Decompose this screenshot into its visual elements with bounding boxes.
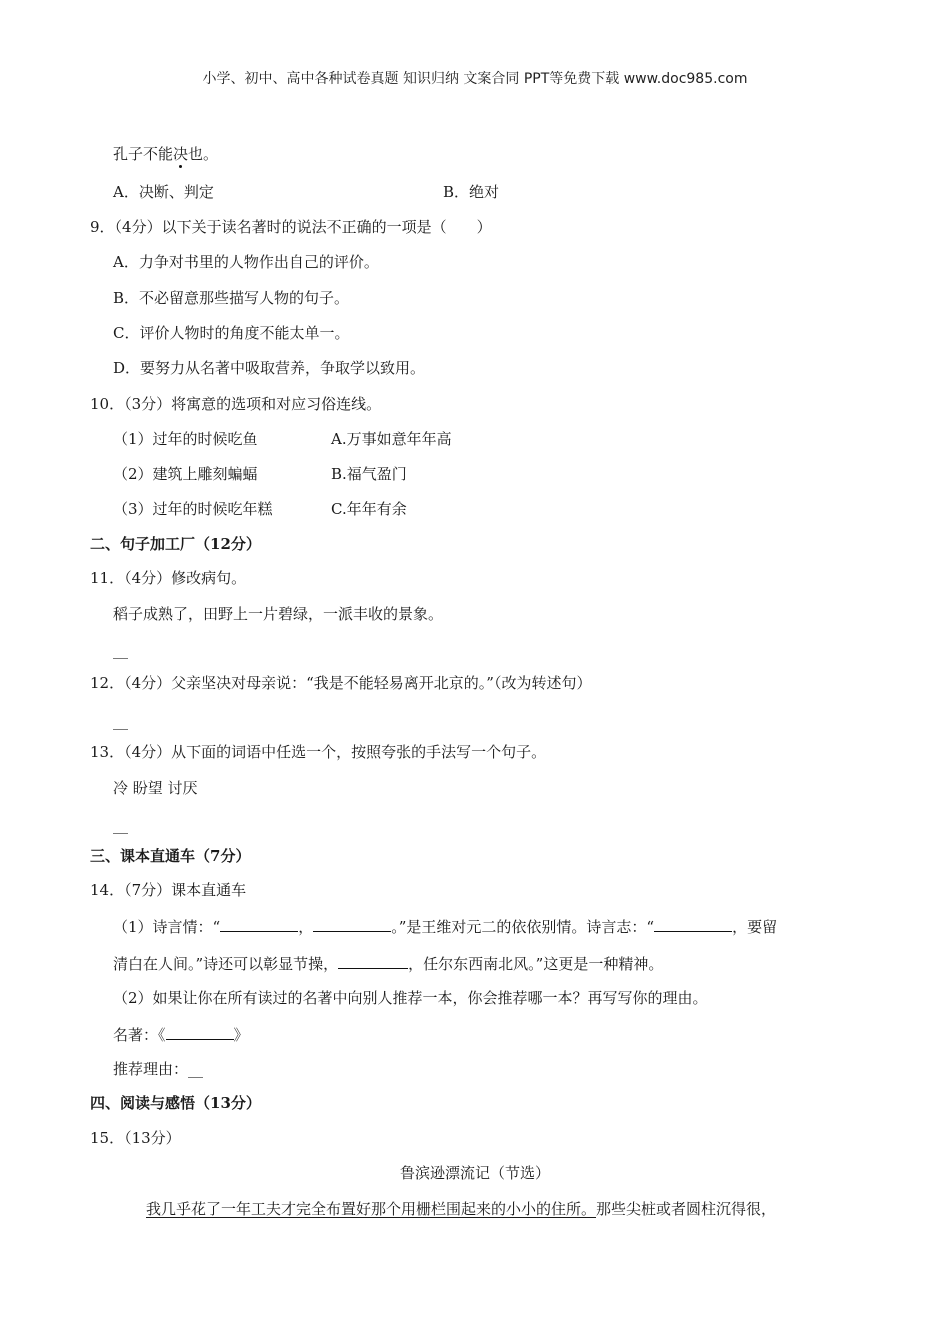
q9-stem: 9．（4分）以下关于读名著时的说法不正确的一项是（ ） (90, 218, 492, 236)
q14-text-b: ， (298, 918, 314, 936)
q14-reason-blank[interactable]: __ (188, 1060, 204, 1078)
q15-stem: 15．（13分） (90, 1129, 181, 1147)
q14-book-close: 》 (233, 1026, 249, 1044)
passage-title: 鲁滨逊漂流记（节选） (399, 1164, 550, 1182)
q10-custom-3[interactable]: （3）过年的时候吃年糕 (113, 500, 273, 518)
q14-part2: （2）如果让你在所有读过的名著中向别人推荐一本，你会推荐哪一本？再写写你的理由。 (113, 989, 708, 1007)
q13-words: 冷 盼望 讨厌 (113, 779, 198, 797)
q14-blank-1[interactable] (220, 916, 298, 932)
q9-option-b[interactable]: B．不必留意那些描写人物的句子。 (113, 289, 350, 307)
q13-stem: 13．（4分）从下面的词语中任选一个，按照夸张的手法写一个句子。 (90, 743, 547, 761)
q14-book-line (113, 1024, 249, 1045)
q8-option-a[interactable]: A．决断、判定 (113, 183, 214, 201)
q14-text-d: ，要留 (732, 918, 778, 936)
q14-blank-2[interactable] (313, 916, 391, 932)
q10-custom-1[interactable]: （1）过年的时候吃鱼 (113, 430, 258, 448)
passage-first-line (146, 1199, 776, 1219)
passage-underlined-sentence: 我几乎花了一年工夫才完全布置好那个用栅栏围起来的小小的住所。 (146, 1200, 597, 1218)
q8-text-post: 也。 (188, 145, 219, 163)
q10-meaning-a[interactable]: A.万事如意年年高 (331, 430, 452, 448)
q11-answer-blank[interactable]: __ (113, 641, 128, 659)
q14-reason-line (113, 1059, 203, 1079)
q14-blank-4[interactable] (338, 953, 408, 969)
q14-book-blank[interactable] (166, 1024, 234, 1040)
q9-option-d[interactable]: D．要努力从名著中吸取营养，争取学以致用。 (113, 359, 426, 377)
section-2-heading: 二、句子加工厂（12分） (90, 535, 261, 553)
q11-sentence: 稻子成熟了，田野上一片碧绿，一派丰收的景象。 (113, 605, 444, 623)
q10-meaning-b[interactable]: B.福气盈门 (331, 465, 407, 483)
q12-answer-blank[interactable]: __ (113, 712, 128, 730)
q14-text-a: （1）诗言情：“ (113, 918, 221, 936)
q8-text-pre: 孔子不能 (113, 145, 174, 163)
q14-text-c: 。”是王维对元二的依依别情。诗言志：“ (391, 918, 655, 936)
q14-part1-line2 (113, 953, 663, 974)
q8-continuation (113, 144, 218, 164)
q14-book-label: 名著：《 (113, 1026, 166, 1044)
q10-stem: 10．（3分）将寓意的选项和对应习俗连线。 (90, 395, 382, 413)
q14-blank-3[interactable] (654, 916, 732, 932)
q13-answer-blank[interactable]: __ (113, 816, 128, 834)
q8-emphasized-char: 决 (173, 145, 189, 163)
passage-continuation: 那些尖桩或者圆柱沉得很， (596, 1200, 777, 1218)
q10-custom-2[interactable]: （2）建筑上雕刻蝙蝠 (113, 465, 258, 483)
q10-meaning-c[interactable]: C.年年有余 (331, 500, 407, 518)
q12-stem: 12．（4分）父亲坚决对母亲说：“我是不能轻易离开北京的。”（改为转述句） (90, 674, 592, 692)
q8-option-b[interactable]: B．绝对 (443, 183, 500, 201)
q11-stem: 11．（4分）修改病句。 (90, 569, 247, 587)
section-4-heading: 四、阅读与感悟（13分） (90, 1094, 261, 1112)
section-3-heading: 三、课本直通车（7分） (90, 847, 251, 865)
q14-reason-label: 推荐理由： (113, 1060, 189, 1078)
q14-text-f: ，任尔东西南北风。”这更是一种精神。 (408, 955, 664, 973)
q9-option-c[interactable]: C．评价人物时的角度不能太单一。 (113, 324, 350, 342)
q9-option-a[interactable]: A．力争对书里的人物作出自己的评价。 (113, 253, 379, 271)
q14-part1-line1 (113, 916, 777, 937)
q14-stem: 14．（7分）课本直通车 (90, 881, 247, 899)
q14-text-e: 清白在人间。”诗还可以彰显节操， (113, 955, 339, 973)
page-header: 小学、初中、高中各种试卷真题 知识归纳 文案合同 PPT等免费下载 www.doc985.com (202, 71, 748, 87)
